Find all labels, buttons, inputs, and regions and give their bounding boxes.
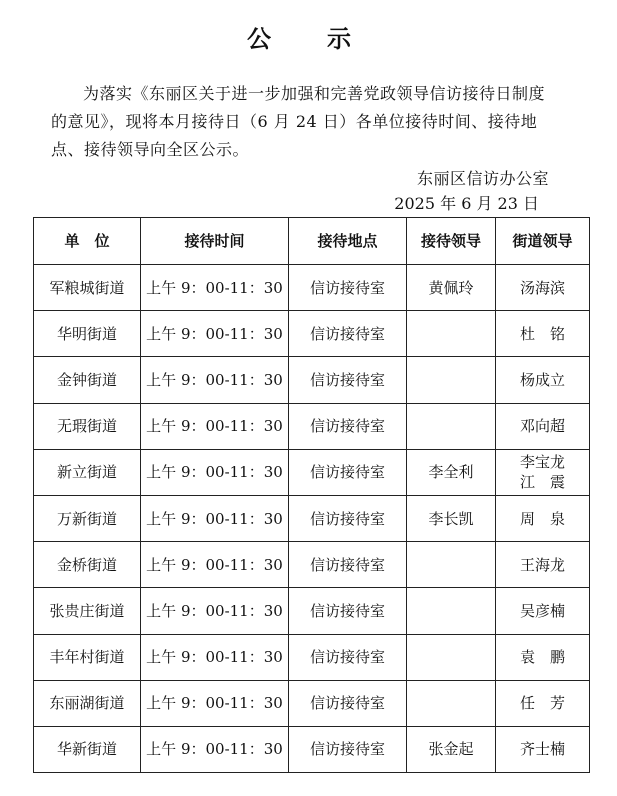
cell-leader <box>407 542 496 588</box>
cell-place: 信访接待室 <box>289 403 407 449</box>
cell-street-leader <box>496 680 590 726</box>
cell-unit: 万新街道 <box>34 495 141 541</box>
cell-street-leader <box>496 634 590 680</box>
cell-leader <box>407 634 496 680</box>
table-row <box>34 495 590 541</box>
cell-unit: 金钟街道 <box>34 357 141 403</box>
cell-unit: 华新街道 <box>34 726 141 772</box>
cell-time: 上午 9：00-11：30 <box>141 357 289 403</box>
notice-title <box>0 22 600 56</box>
cell-leader <box>407 357 496 403</box>
cell-street-leader <box>496 542 590 588</box>
cell-time: 上午 9：00-11：30 <box>141 495 289 541</box>
table-row <box>34 634 590 680</box>
cell-time: 上午 9：00-11：30 <box>141 403 289 449</box>
cell-unit: 东丽湖街道 <box>34 680 141 726</box>
cell-time: 上午 9：00-11：30 <box>141 588 289 634</box>
table-row <box>34 265 590 311</box>
cell-street-leader <box>496 495 590 541</box>
cell-place: 信访接待室 <box>289 726 407 772</box>
cell-place: 信访接待室 <box>289 357 407 403</box>
cell-time: 上午 9：00-11：30 <box>141 542 289 588</box>
reception-schedule-table <box>33 217 590 773</box>
cell-place: 信访接待室 <box>289 449 407 495</box>
cell-time: 上午 9：00-11：30 <box>141 726 289 772</box>
cell-street-leader <box>496 403 590 449</box>
table-row <box>34 357 590 403</box>
cell-leader <box>407 311 496 357</box>
title-char-1: 公 <box>247 25 273 53</box>
street-leader-name: 周 泉 <box>519 509 565 528</box>
cell-unit: 丰年村街道 <box>34 634 141 680</box>
cell-time: 上午 9：00-11：30 <box>141 680 289 726</box>
cell-unit: 华明街道 <box>34 311 141 357</box>
table-row <box>34 449 590 495</box>
cell-place: 信访接待室 <box>289 495 407 541</box>
street-leader-name: 杨成立 <box>519 370 565 389</box>
cell-leader: 李全利 <box>407 449 496 495</box>
cell-street-leader <box>496 311 590 357</box>
header-leader: 接待领导 <box>407 218 496 265</box>
street-leader-name: 吴彦楠 <box>519 601 565 620</box>
table-row <box>34 588 590 634</box>
street-leader-name: 邓向超 <box>519 417 565 436</box>
cell-unit: 无瑕街道 <box>34 403 141 449</box>
cell-unit: 军粮城街道 <box>34 265 141 311</box>
street-leader-name: 王海龙 <box>519 555 565 574</box>
cell-leader: 张金起 <box>407 726 496 772</box>
street-leader-name: 袁 鹏 <box>519 648 565 667</box>
header-time: 接待时间 <box>141 218 289 265</box>
header-unit: 单 位 <box>34 218 141 265</box>
cell-time: 上午 9：00-11：30 <box>141 265 289 311</box>
cell-street-leader <box>496 357 590 403</box>
cell-leader <box>407 588 496 634</box>
cell-street-leader <box>496 726 590 772</box>
cell-street-leader <box>496 588 590 634</box>
table-header-row <box>34 218 590 265</box>
street-leader-name: 杜 铭 <box>519 324 565 343</box>
table-row <box>34 726 590 772</box>
cell-place: 信访接待室 <box>289 311 407 357</box>
issuing-office: 东丽区信访办公室 <box>416 169 549 188</box>
header-street-leader: 街道领导 <box>496 218 590 265</box>
header-place: 接待地点 <box>289 218 407 265</box>
cell-time: 上午 9：00-11：30 <box>141 634 289 680</box>
title-char-2: 示 <box>327 25 353 53</box>
cell-unit: 金桥街道 <box>34 542 141 588</box>
cell-place: 信访接待室 <box>289 265 407 311</box>
street-leader-name: 汤海滨 <box>519 278 565 297</box>
street-leader-name: 齐士楠 <box>519 740 565 759</box>
cell-time: 上午 9：00-11：30 <box>141 311 289 357</box>
notice-intro: 为落实《东丽区关于进一步加强和完善党政领导信访接待日制度的意见》，现将本月接待日（6 月 24 日）各单位接待时间、接待地点、接待领导向全区公示。 <box>51 84 546 159</box>
street-leader-name: 李宝龙 <box>519 453 565 472</box>
cell-street-leader <box>496 265 590 311</box>
street-leader-name: 任 芳 <box>519 694 565 713</box>
cell-leader <box>407 403 496 449</box>
table-row <box>34 680 590 726</box>
street-leader-name: 江 震 <box>519 473 565 492</box>
cell-leader: 李长凯 <box>407 495 496 541</box>
cell-leader <box>407 680 496 726</box>
issue-date: 2025 年 6 月 23 日 <box>394 194 539 213</box>
cell-street-leader <box>496 449 590 495</box>
table-row <box>34 403 590 449</box>
cell-place: 信访接待室 <box>289 588 407 634</box>
cell-leader: 黄佩玲 <box>407 265 496 311</box>
cell-place: 信访接待室 <box>289 634 407 680</box>
cell-place: 信访接待室 <box>289 680 407 726</box>
cell-unit: 新立街道 <box>34 449 141 495</box>
cell-place: 信访接待室 <box>289 542 407 588</box>
cell-unit: 张贵庄街道 <box>34 588 141 634</box>
cell-time: 上午 9：00-11：30 <box>141 449 289 495</box>
table-row <box>34 311 590 357</box>
table-row <box>34 542 590 588</box>
